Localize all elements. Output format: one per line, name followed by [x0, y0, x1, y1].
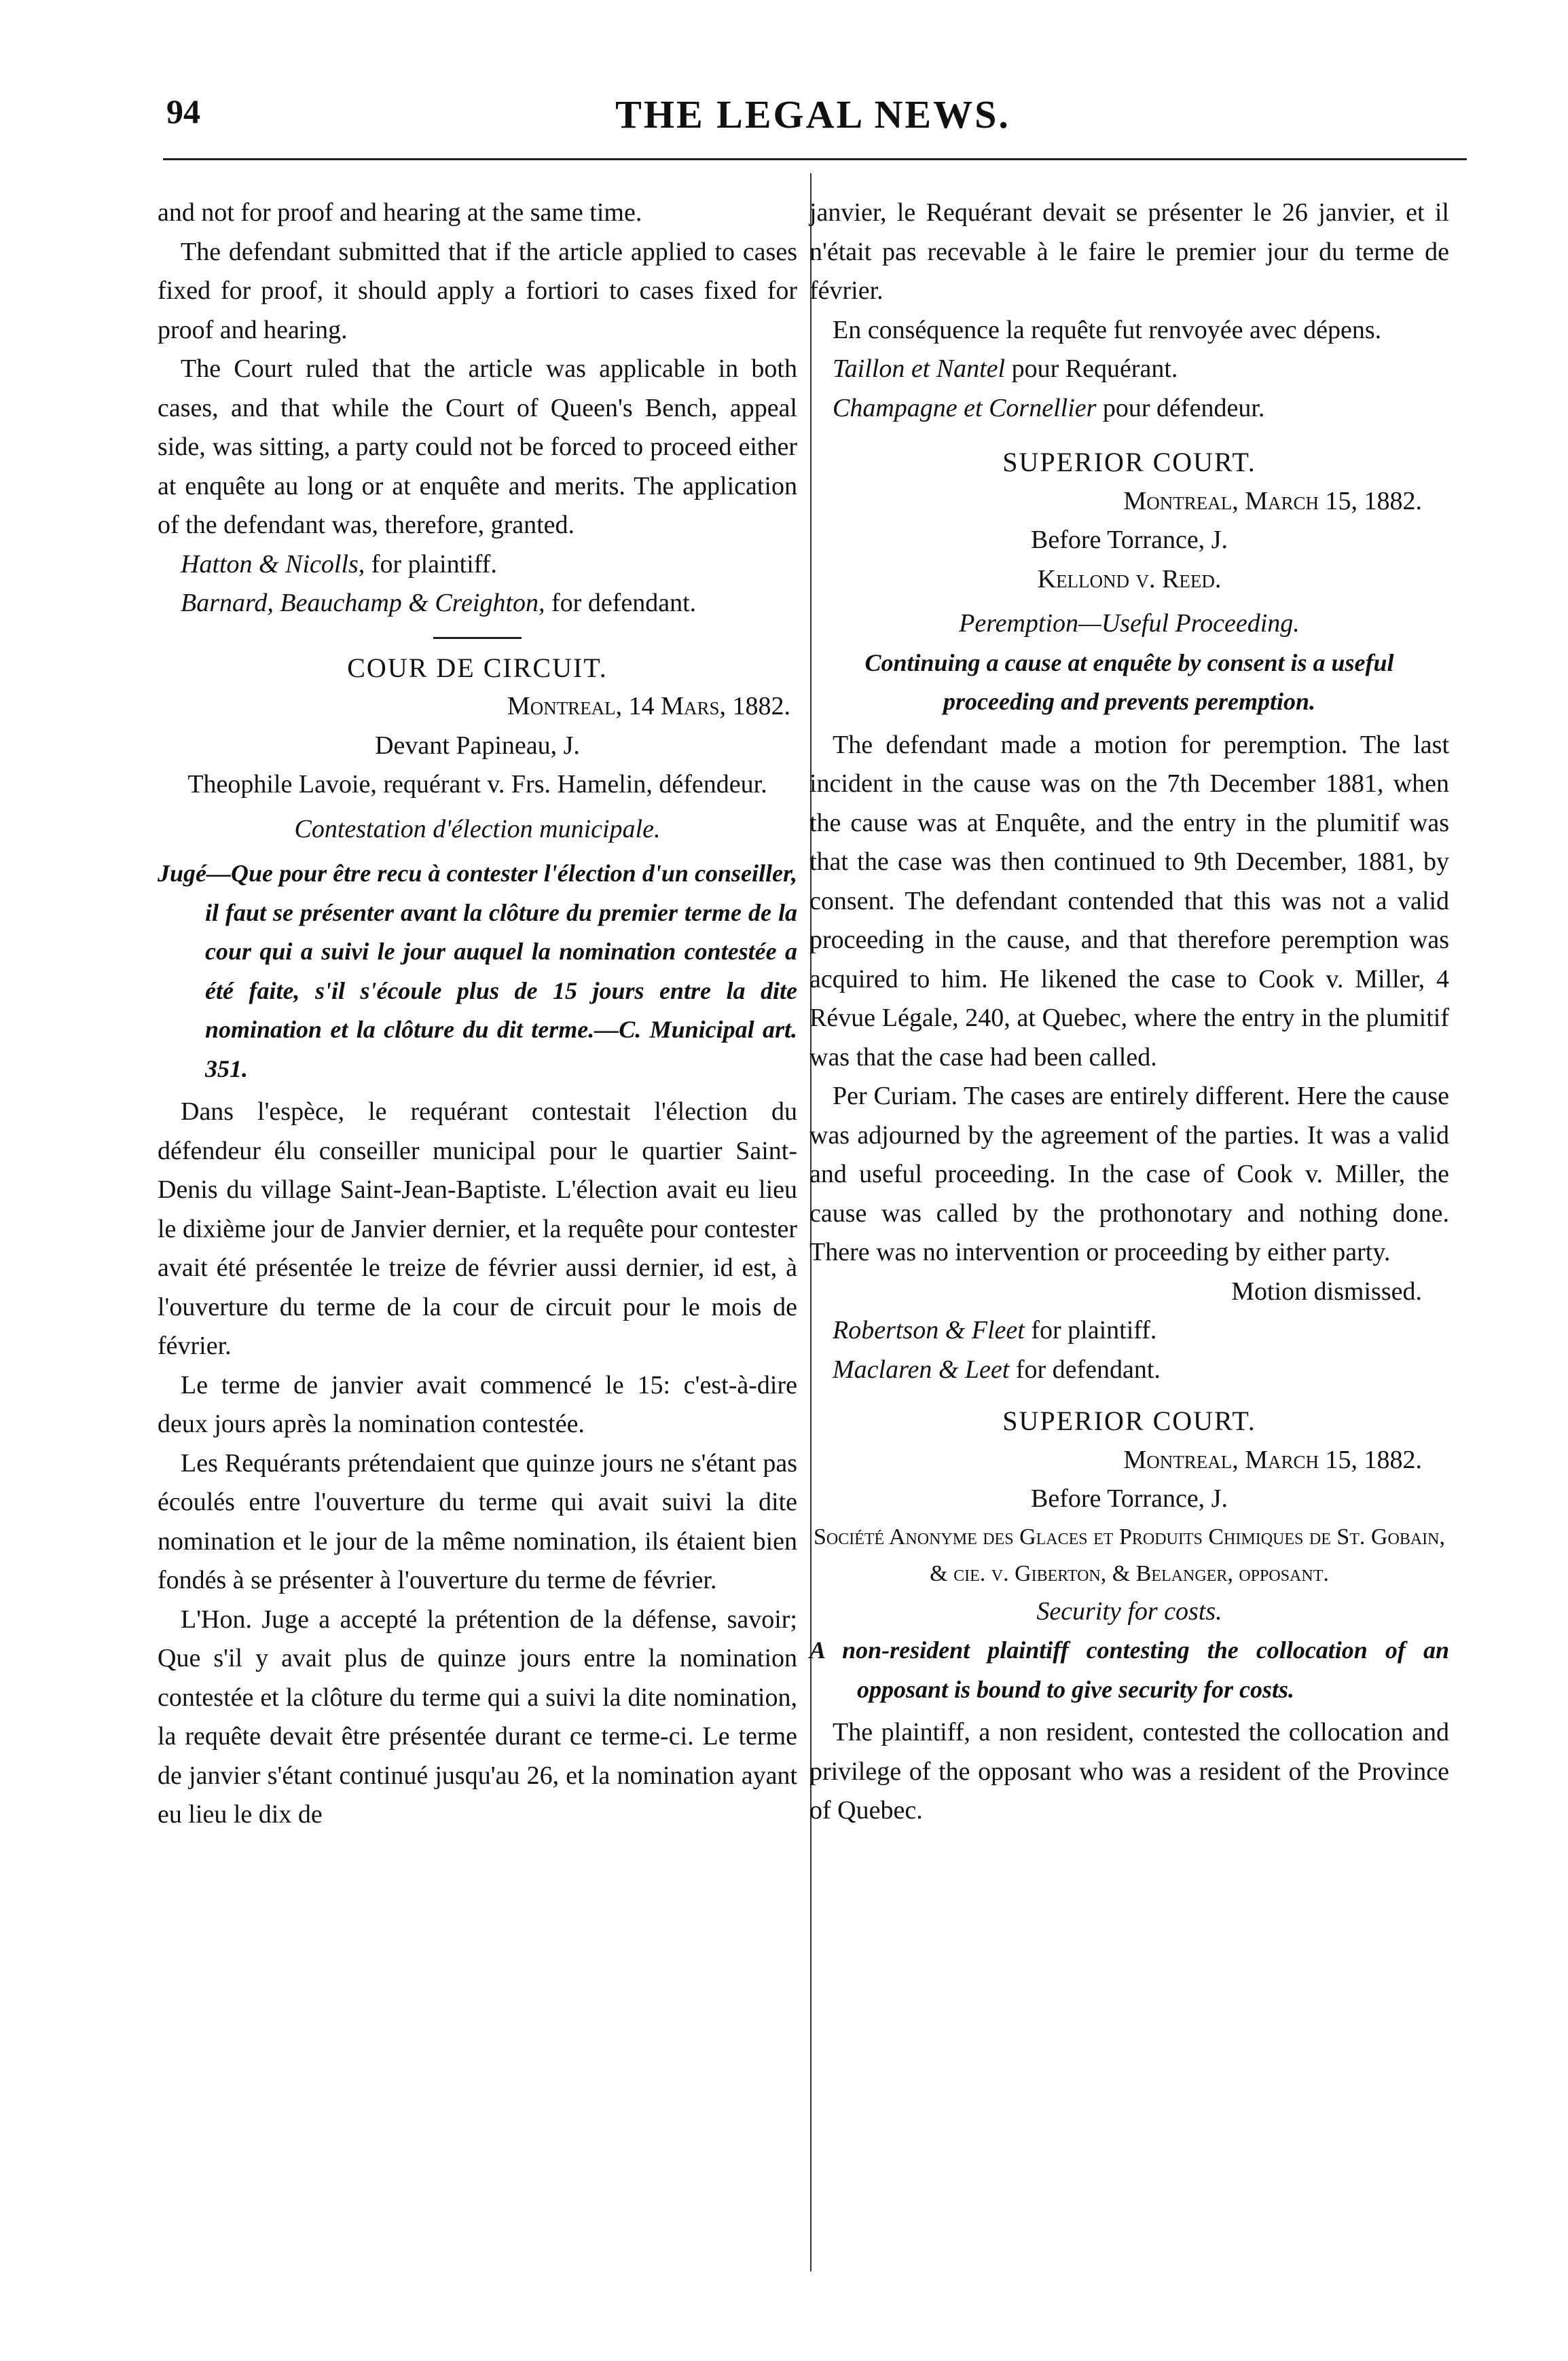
counsel-role: for defendant.: [545, 589, 697, 617]
counsel-role: for plaintiff.: [1024, 1316, 1157, 1344]
case-parties: Theophile Lavoie, requérant v. Frs. Hamelin, défendeur.: [187, 770, 767, 799]
place-date: Montreal, 14 Mars, 1882.: [507, 692, 790, 720]
paragraph: The plaintiff, a non resident, contested the collocation and privilege of the opposant who was a resident of the Province of Quebec.: [809, 1718, 1449, 1825]
place-date: Montreal, March 15, 1882.: [1123, 486, 1422, 515]
counsel-line: [809, 389, 1449, 428]
paragraph: and not for proof and hearing at the same time.: [158, 198, 642, 227]
header-rule: [163, 158, 1467, 160]
case-subject: Security for costs.: [1036, 1596, 1222, 1626]
paragraph: The defendant submitted that if the article applied to cases fixed for proof, it should apply a fortiori to cases fixed for proof and hearing.: [158, 237, 797, 344]
counsel-name: Barnard, Beauchamp & Creighton,: [181, 589, 545, 617]
counsel-role: pour défendeur.: [1096, 393, 1265, 422]
running-title: THE LEGAL NEWS.: [615, 92, 1010, 136]
section-separator: [433, 637, 522, 639]
counsel-line: [158, 545, 797, 585]
disposition: Motion dismissed.: [1231, 1277, 1422, 1306]
case-parties: Société Anonyme des Glaces et Produits Chimiques de St. Gobain, & cie. v. Giberton, & Belanger, opposant.: [814, 1524, 1445, 1586]
paragraph: Per Curiam. The cases are entirely different. Here the cause was adjourned by the agreement of the parties. It was a valid and useful proceeding. In the case of Cook v. Miller, the cause was called by the prothonotary and nothing done. There was no intervention or proceeding by either party.: [809, 1082, 1449, 1266]
paragraph: janvier, le Requérant devait se présenter le 26 janvier, et il n'était pas recevable à le faire le premier jour du terme de février.: [809, 198, 1449, 305]
paragraph: Les Requérants prétendaient que quinze jours ne s'étant pas écoulés entre l'ouverture du terme qui avait suivi la dite nomination et le jour de la même nomination, ils étaient bien fondés à se présenter à l'ouverture du terme de février.: [158, 1448, 797, 1594]
court-heading: SUPERIOR COURT.: [1002, 447, 1256, 477]
counsel-line: [809, 1311, 1449, 1351]
headnote: A non-resident plaintiff contesting the collocation of an opposant is bound to give security for costs.: [809, 1636, 1449, 1703]
counsel-name: Robertson & Fleet: [833, 1316, 1025, 1344]
place-date: Montreal, March 15, 1882.: [1123, 1445, 1422, 1474]
paragraph: Dans l'espèce, le requérant contestait l'élection du défendeur élu conseiller municipal pour le quartier Saint-Denis du village Saint-Jean-Baptiste. L'élection avait eu lieu le dixième jour de Janvier dernier, et la requête pour contester avait été présentée le treize de février aussi dernier, id est, à l'ouverture du terme de la cour de circuit pour le mois de février.: [158, 1097, 797, 1360]
right-column: [809, 194, 1449, 1831]
court-heading: COUR DE CIRCUIT.: [347, 652, 608, 683]
paragraph: En conséquence la requête fut renvoyée avec dépens.: [833, 315, 1382, 344]
counsel-name: Maclaren & Leet: [833, 1355, 1010, 1384]
judge-line: Before Torrance, J.: [1031, 526, 1228, 554]
counsel-role: pour Requérant.: [1005, 354, 1178, 383]
counsel-name: Champagne et Cornellier: [833, 393, 1097, 422]
judge-line: Devant Papineau, J.: [375, 731, 580, 760]
counsel-role: for plaintiff.: [365, 549, 497, 579]
paragraph: The Court ruled that the article was applicable in both cases, and that while the Court of Queen's Bench, appeal side, was sitting, a party could not be forced to proceed either at enquête au long or at enquête and merits. The application of the defendant was, therefore, granted.: [158, 354, 797, 539]
counsel-role: for defendant.: [1009, 1355, 1161, 1384]
case-parties: Kellond v. Reed.: [1037, 564, 1222, 593]
headnote: Jugé—Que pour être recu à contester l'élection d'un conseiller, il faut se présenter avant la clôture du premier terme de la cour qui a suivi le jour auquel la nomination contestée a été faite, s'il s'écoule plus de 15 jours entre la dite nomination et la clôture du dit terme.—C. Municipal art. 351.: [158, 860, 797, 1082]
paragraph: L'Hon. Juge a accepté la prétention de la défense, savoir; Que s'il y avait plus de quinze jours entre la nomination contestée et la clôture du terme qui a suivi la dite nomination, la requête devait être présentée durant ce terme-ci. Le terme de janvier s'étant continué jusqu'au 26, et la nomination ayant eu lieu le dix de: [158, 1605, 797, 1829]
headnote: Continuing a cause at enquête by consent is a useful proceeding and prevents peremption.: [864, 648, 1394, 715]
counsel-line: [809, 350, 1449, 389]
counsel-name: Taillon et Nantel: [833, 354, 1006, 383]
paragraph: Le terme de janvier avait commencé le 15: c'est-à-dire deux jours après la nomination contestée.: [158, 1370, 797, 1438]
page-header: [166, 85, 1459, 139]
page-number: 94: [166, 92, 200, 130]
court-heading: SUPERIOR COURT.: [1002, 1406, 1256, 1436]
left-column: [158, 194, 797, 1835]
case-subject: Contestation d'élection municipale.: [294, 814, 661, 843]
case-subject: Peremption—Useful Proceeding.: [959, 609, 1300, 638]
paragraph: The defendant made a motion for peremption. The last incident in the cause was on the 7th December 1881, when the cause was at Enquête, and the entry in the plumitif was that the case was then continued to 9th December, 1881, by consent. The defendant contended that this was not a valid proceeding in the cause, and that therefore peremption was acquired to him. He likened the case to Cook v. Miller, 4 Révue Légale, 240, at Quebec, where the entry in the plumitif was that the case had been called.: [809, 730, 1449, 1072]
counsel-line: [809, 1351, 1449, 1390]
counsel-line: [158, 584, 797, 623]
counsel-name: Hatton & Nicolls,: [181, 549, 365, 579]
judge-line: Before Torrance, J.: [1031, 1484, 1228, 1513]
